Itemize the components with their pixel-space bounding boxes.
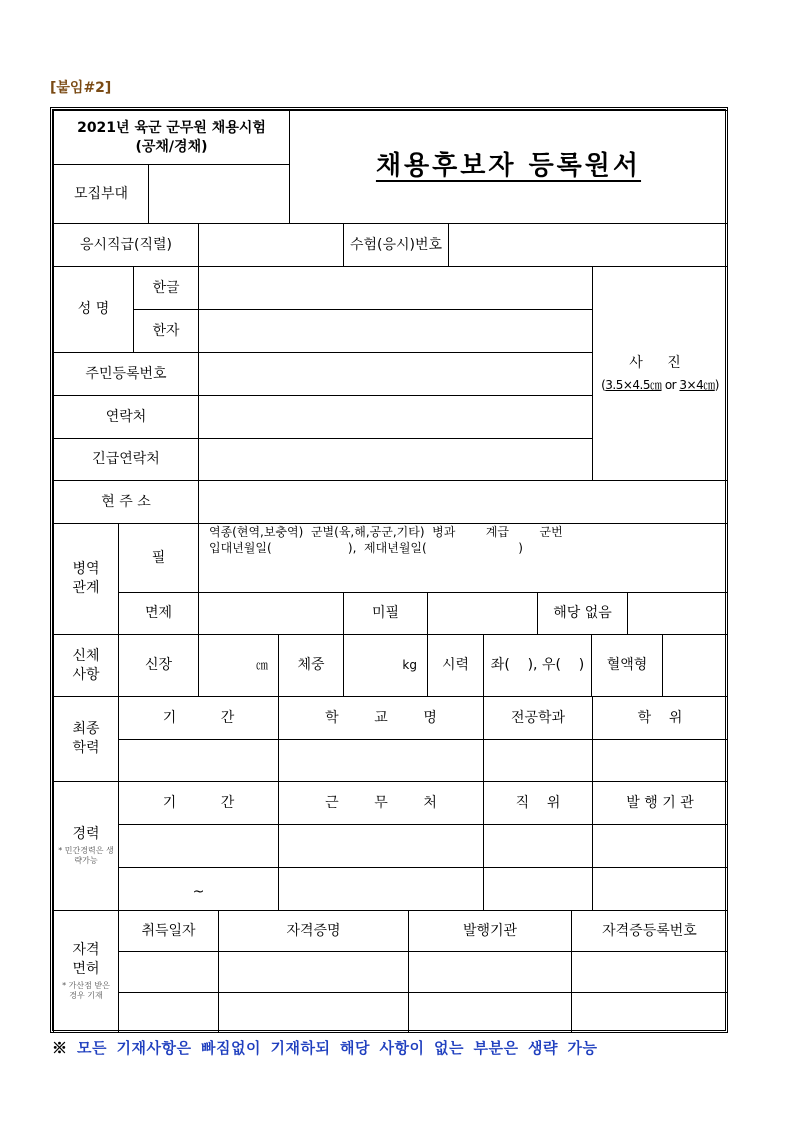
contact-label: 연락처 (53, 395, 199, 439)
career-period-field-1[interactable] (118, 824, 279, 868)
military-not-applicable-label: 해당 없음 (537, 592, 628, 635)
education-major-field[interactable] (483, 739, 593, 782)
education-header-period: 기 간 (118, 696, 279, 740)
name-hanja-field[interactable] (198, 309, 593, 353)
weight-field[interactable] (343, 634, 428, 697)
license-date-field-2[interactable] (118, 992, 219, 1033)
license-header-number: 자격증등록번호 (571, 910, 728, 952)
position-field[interactable] (198, 223, 344, 267)
career-label-cell (53, 781, 119, 911)
footer-note (52, 1037, 732, 1058)
attachment-label: [붙임#2] (50, 80, 112, 96)
military-not-done-label: 미필 (343, 592, 428, 635)
blood-type-field[interactable] (662, 634, 728, 697)
doc-title-cell (289, 110, 728, 224)
career-header-position: 직 위 (483, 781, 593, 825)
career-header-workplace: 근 무 처 (278, 781, 484, 825)
registration-form (50, 107, 728, 1033)
career-workplace-field-1[interactable] (278, 824, 484, 868)
emergency-contact-field[interactable] (198, 438, 593, 481)
resident-number-label: 주민등록번호 (53, 352, 199, 396)
vision-label: 시력 (427, 634, 484, 697)
career-issuer-field-1[interactable] (592, 824, 728, 868)
career-workplace-field-2[interactable] (278, 867, 484, 911)
address-field[interactable] (198, 480, 728, 524)
license-date-field-1[interactable] (118, 951, 219, 993)
contact-field[interactable] (198, 395, 593, 439)
name-korean-label: 한글 (133, 266, 199, 310)
military-done-line1: 역종(현역,보충역) 군별(육,해,공군,기타) 병과 계급 군번 (209, 525, 563, 539)
license-number-field-1[interactable] (571, 951, 728, 993)
exam-title: 2021년 육군 군무원 채용시험 (77, 119, 266, 136)
license-header-name: 자격증명 (218, 910, 409, 952)
education-label: 최종 학력 (53, 696, 119, 782)
license-label-cell (53, 910, 119, 1033)
license-issuer-field-1[interactable] (408, 951, 572, 993)
license-issuer-field-2[interactable] (408, 992, 572, 1033)
military-exempt-label: 면제 (118, 592, 199, 635)
career-position-field-2[interactable] (483, 867, 593, 911)
exam-title-cell (53, 110, 290, 165)
military-label: 병역 관계 (53, 523, 119, 635)
education-header-school: 학 교 명 (278, 696, 484, 740)
emergency-contact-label: 긴급연락처 (53, 438, 199, 481)
career-position-field-1[interactable] (483, 824, 593, 868)
education-period-field[interactable] (118, 739, 279, 782)
photo-size: (3.5×4.5㎝ or 3×4㎝) (601, 377, 719, 392)
military-done-line2: 입대년월일( ), 제대년월일( ) (209, 541, 523, 556)
license-name-field-2[interactable] (218, 992, 409, 1033)
career-header-period: 기 간 (118, 781, 279, 825)
license-label: 자격 면허 (72, 942, 100, 978)
career-period-field-2[interactable] (118, 867, 279, 911)
doc-title: 채용후보자 등록원서 (375, 151, 642, 182)
license-header-issuer: 발행기관 (408, 910, 572, 952)
license-name-field-1[interactable] (218, 951, 409, 993)
military-not-applicable-field[interactable] (627, 592, 728, 635)
license-header-date: 취득일자 (118, 910, 219, 952)
career-tilde: ~ (192, 884, 205, 901)
career-issuer-field-2[interactable] (592, 867, 728, 911)
military-done-label: 필 (118, 523, 199, 593)
photo-box[interactable] (592, 266, 728, 481)
license-note: * 가산점 받은 경우 기재 (62, 981, 110, 1001)
address-label: 현 주 소 (53, 480, 199, 524)
education-school-field[interactable] (278, 739, 484, 782)
vision-field[interactable]: 좌( ), 우( ) (483, 634, 592, 697)
career-header-issuer: 발 행 기 관 (592, 781, 728, 825)
body-label: 신체 사항 (53, 634, 119, 697)
unit-label: 모집부대 (53, 164, 149, 224)
blood-type-label: 혈액형 (591, 634, 663, 697)
name-korean-field[interactable] (198, 266, 593, 310)
height-label: 신장 (118, 634, 199, 697)
position-label: 응시직급(직렬) (53, 223, 199, 267)
height-unit: ㎝ (255, 658, 268, 673)
footer-text: 모든 기재사항은 빠짐없이 기재하되 해당 사항이 없는 부분은 생략 가능 (67, 1039, 598, 1057)
exam-number-label: 수험(응시)번호 (343, 223, 449, 267)
weight-unit: kg (402, 658, 417, 673)
exam-subtitle: (공채/경채) (135, 138, 208, 155)
military-exempt-field[interactable] (198, 592, 344, 635)
education-header-major: 전공학과 (483, 696, 593, 740)
education-degree-field[interactable] (592, 739, 728, 782)
reference-mark: ※ (52, 1039, 68, 1057)
career-note: * 민간경력은 생략가능 (58, 846, 114, 866)
license-number-field-2[interactable] (571, 992, 728, 1033)
name-hanja-label: 한자 (133, 309, 199, 353)
exam-number-field[interactable] (448, 223, 728, 267)
military-done-details[interactable] (198, 523, 728, 593)
military-not-done-field[interactable] (427, 592, 538, 635)
height-field[interactable] (198, 634, 279, 697)
resident-number-field[interactable] (198, 352, 593, 396)
unit-field[interactable] (148, 164, 290, 224)
weight-label: 체중 (278, 634, 344, 697)
career-label: 경력 (72, 826, 100, 843)
name-label: 성 명 (53, 266, 134, 353)
photo-label: 사 진 (629, 354, 691, 371)
education-header-degree: 학 위 (592, 696, 728, 740)
